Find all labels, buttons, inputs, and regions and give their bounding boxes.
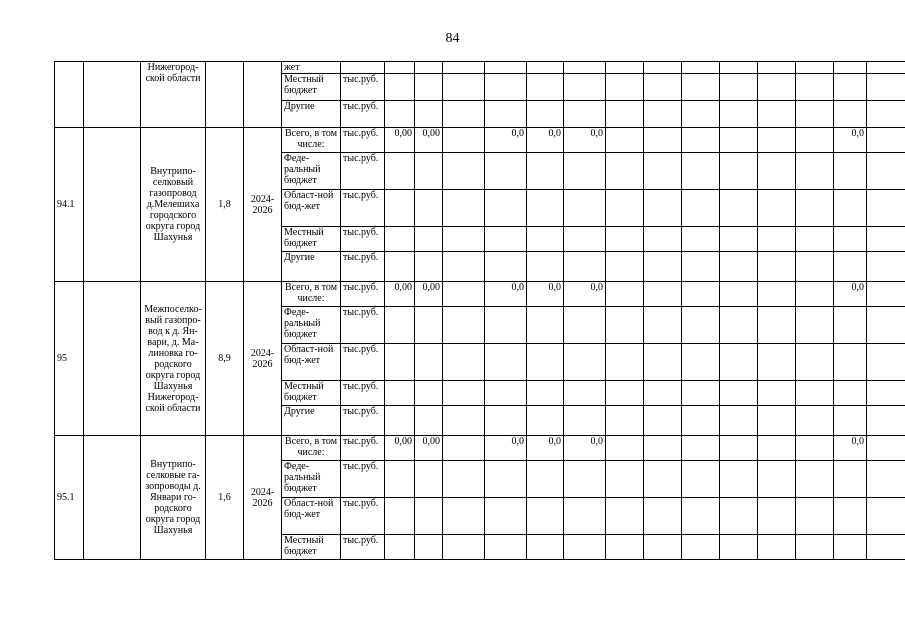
value-cell xyxy=(443,436,485,461)
funding-source: Другие xyxy=(282,101,341,128)
value-cell xyxy=(834,344,867,381)
value-cell xyxy=(720,62,758,74)
value-cell xyxy=(644,344,682,381)
value-cell xyxy=(867,282,905,307)
value-cell xyxy=(485,62,527,74)
value-cell xyxy=(527,252,564,282)
value-cell xyxy=(796,344,834,381)
value-cell: 0,00 xyxy=(385,436,415,461)
length-cell xyxy=(206,62,244,128)
value-cell xyxy=(867,406,905,436)
value-cell xyxy=(564,252,606,282)
period-cell: 2024-2026 xyxy=(244,128,282,282)
value-cell xyxy=(720,498,758,535)
value-cell xyxy=(443,128,485,153)
value-cell xyxy=(720,153,758,190)
value-cell: 0,00 xyxy=(415,282,443,307)
value-cell xyxy=(758,153,796,190)
value-cell xyxy=(796,282,834,307)
value-cell xyxy=(485,406,527,436)
value-cell xyxy=(644,307,682,344)
value-cell xyxy=(796,498,834,535)
value-cell xyxy=(834,153,867,190)
value-cell xyxy=(485,307,527,344)
value-cell xyxy=(720,381,758,406)
value-cell xyxy=(443,74,485,101)
value-cell xyxy=(867,190,905,227)
length-cell: 8,9 xyxy=(206,282,244,436)
value-cell xyxy=(834,535,867,560)
value-cell xyxy=(644,436,682,461)
value-cell xyxy=(796,190,834,227)
value-cell xyxy=(644,406,682,436)
value-cell xyxy=(682,227,720,252)
value-cell: 0,00 xyxy=(385,282,415,307)
value-cell xyxy=(415,252,443,282)
value-cell xyxy=(385,344,415,381)
value-cell xyxy=(385,101,415,128)
value-cell xyxy=(682,436,720,461)
value-cell xyxy=(606,128,644,153)
value-cell xyxy=(867,252,905,282)
value-cell xyxy=(796,153,834,190)
value-cell xyxy=(527,101,564,128)
investment-table xyxy=(54,61,905,560)
value-cell xyxy=(682,307,720,344)
value-cell xyxy=(796,252,834,282)
value-cell: 0,0 xyxy=(527,436,564,461)
value-cell xyxy=(796,461,834,498)
table-row xyxy=(55,436,905,461)
value-cell xyxy=(485,535,527,560)
value-cell: 0,0 xyxy=(834,128,867,153)
value-cell xyxy=(682,498,720,535)
value-cell xyxy=(720,190,758,227)
value-cell xyxy=(485,74,527,101)
value-cell xyxy=(682,344,720,381)
value-cell xyxy=(796,128,834,153)
value-cell xyxy=(443,252,485,282)
value-cell xyxy=(415,101,443,128)
value-cell xyxy=(644,101,682,128)
value-cell xyxy=(485,344,527,381)
value-cell xyxy=(834,101,867,128)
period-cell: 2024-2026 xyxy=(244,436,282,560)
value-cell xyxy=(606,252,644,282)
funding-source: Всего, в том числе: xyxy=(282,436,341,461)
value-cell xyxy=(644,128,682,153)
value-cell xyxy=(527,227,564,252)
value-cell xyxy=(758,307,796,344)
value-cell xyxy=(834,307,867,344)
funding-source: Феде-ральный бюджет xyxy=(282,153,341,190)
length-cell: 1,6 xyxy=(206,436,244,560)
value-cell xyxy=(606,282,644,307)
value-cell xyxy=(867,128,905,153)
value-cell xyxy=(834,227,867,252)
value-cell xyxy=(606,498,644,535)
value-cell xyxy=(443,153,485,190)
value-cell xyxy=(867,227,905,252)
value-cell xyxy=(720,282,758,307)
unit-cell: тыс.руб. xyxy=(341,74,385,101)
empty-cell xyxy=(84,436,141,560)
value-cell xyxy=(443,498,485,535)
value-cell xyxy=(606,461,644,498)
unit-cell: тыс.руб. xyxy=(341,128,385,153)
value-cell xyxy=(415,153,443,190)
value-cell: 0,0 xyxy=(485,128,527,153)
value-cell xyxy=(485,252,527,282)
value-cell xyxy=(720,535,758,560)
value-cell xyxy=(385,498,415,535)
value-cell xyxy=(796,101,834,128)
funding-source: Област-ной бюд-жет xyxy=(282,498,341,535)
value-cell xyxy=(415,307,443,344)
value-cell xyxy=(682,190,720,227)
row-number: 95.1 xyxy=(55,436,84,560)
value-cell xyxy=(720,344,758,381)
value-cell xyxy=(443,344,485,381)
value-cell xyxy=(385,406,415,436)
value-cell xyxy=(385,307,415,344)
funding-source: Другие xyxy=(282,252,341,282)
value-cell xyxy=(527,461,564,498)
value-cell xyxy=(485,381,527,406)
value-cell xyxy=(644,252,682,282)
value-cell xyxy=(682,535,720,560)
value-cell xyxy=(606,190,644,227)
value-cell xyxy=(443,62,485,74)
value-cell xyxy=(796,406,834,436)
value-cell xyxy=(606,436,644,461)
unit-cell: тыс.руб. xyxy=(341,153,385,190)
unit-cell: тыс.руб. xyxy=(341,282,385,307)
value-cell xyxy=(867,153,905,190)
unit-cell: тыс.руб. xyxy=(341,252,385,282)
table-row xyxy=(55,282,905,307)
value-cell xyxy=(867,436,905,461)
value-cell xyxy=(485,190,527,227)
value-cell xyxy=(644,227,682,252)
value-cell xyxy=(867,381,905,406)
unit-cell: тыс.руб. xyxy=(341,436,385,461)
row-number: 95 xyxy=(55,282,84,436)
value-cell xyxy=(606,406,644,436)
empty-cell xyxy=(84,128,141,282)
value-cell xyxy=(644,153,682,190)
value-cell: 0,00 xyxy=(415,436,443,461)
value-cell xyxy=(527,498,564,535)
value-cell xyxy=(564,406,606,436)
value-cell xyxy=(644,282,682,307)
value-cell xyxy=(758,74,796,101)
value-cell xyxy=(385,153,415,190)
value-cell xyxy=(682,153,720,190)
value-cell xyxy=(564,62,606,74)
value-cell xyxy=(682,252,720,282)
value-cell xyxy=(415,344,443,381)
value-cell xyxy=(485,461,527,498)
value-cell xyxy=(415,74,443,101)
value-cell xyxy=(758,282,796,307)
value-cell xyxy=(682,461,720,498)
value-cell xyxy=(644,461,682,498)
value-cell xyxy=(720,74,758,101)
value-cell xyxy=(867,535,905,560)
unit-cell: тыс.руб. xyxy=(341,498,385,535)
funding-source: Местный бюджет xyxy=(282,227,341,252)
value-cell xyxy=(606,62,644,74)
value-cell xyxy=(758,190,796,227)
value-cell xyxy=(385,227,415,252)
period-cell xyxy=(244,62,282,128)
value-cell xyxy=(606,101,644,128)
value-cell xyxy=(564,381,606,406)
funding-source: Област-ной бюд-жет xyxy=(282,344,341,381)
value-cell xyxy=(443,227,485,252)
value-cell xyxy=(834,62,867,74)
value-cell xyxy=(527,307,564,344)
value-cell xyxy=(485,101,527,128)
value-cell xyxy=(606,227,644,252)
value-cell: 0,0 xyxy=(564,282,606,307)
value-cell xyxy=(606,535,644,560)
unit-cell: тыс.руб. xyxy=(341,190,385,227)
value-cell xyxy=(443,190,485,227)
value-cell xyxy=(682,101,720,128)
value-cell xyxy=(796,227,834,252)
funding-source: Всего, в том числе: xyxy=(282,128,341,153)
value-cell xyxy=(758,498,796,535)
value-cell xyxy=(834,74,867,101)
table-row xyxy=(55,128,905,153)
value-cell xyxy=(385,535,415,560)
value-cell xyxy=(644,74,682,101)
value-cell xyxy=(758,344,796,381)
value-cell xyxy=(758,252,796,282)
value-cell: 0,0 xyxy=(527,128,564,153)
value-cell xyxy=(564,535,606,560)
value-cell xyxy=(415,461,443,498)
funding-source: Всего, в том числе: xyxy=(282,282,341,307)
value-cell: 0,00 xyxy=(385,128,415,153)
unit-cell xyxy=(341,62,385,74)
value-cell: 0,0 xyxy=(485,436,527,461)
empty-cell xyxy=(84,62,141,128)
value-cell xyxy=(527,62,564,74)
value-cell: 0,00 xyxy=(415,128,443,153)
value-cell xyxy=(485,153,527,190)
value-cell xyxy=(527,153,564,190)
value-cell xyxy=(564,74,606,101)
value-cell xyxy=(682,128,720,153)
row-number: 94.1 xyxy=(55,128,84,282)
value-cell xyxy=(834,381,867,406)
value-cell xyxy=(682,282,720,307)
value-cell xyxy=(606,307,644,344)
value-cell xyxy=(834,461,867,498)
empty-cell xyxy=(84,282,141,436)
value-cell xyxy=(527,381,564,406)
value-cell xyxy=(527,190,564,227)
value-cell xyxy=(867,307,905,344)
value-cell xyxy=(867,62,905,74)
value-cell xyxy=(720,307,758,344)
value-cell xyxy=(385,381,415,406)
value-cell: 0,0 xyxy=(834,282,867,307)
value-cell xyxy=(485,227,527,252)
value-cell xyxy=(564,498,606,535)
value-cell xyxy=(867,101,905,128)
funding-source: Местный бюджет xyxy=(282,381,341,406)
object-name: Межпоселко-вый газопро-вод к д. Ян-вари, д. Ма-линовка го-родского округа город Шахунья Нижегород-ской области xyxy=(141,282,206,436)
period-cell: 2024-2026 xyxy=(244,282,282,436)
value-cell xyxy=(564,461,606,498)
value-cell xyxy=(758,436,796,461)
value-cell xyxy=(867,74,905,101)
value-cell xyxy=(485,498,527,535)
value-cell xyxy=(834,498,867,535)
object-name: Внутрипо-селковые га-зопроводы д. Январи го-родского округа город Шахунья xyxy=(141,436,206,560)
unit-cell: тыс.руб. xyxy=(341,344,385,381)
value-cell xyxy=(443,535,485,560)
funding-source: Другие xyxy=(282,406,341,436)
value-cell xyxy=(867,461,905,498)
value-cell xyxy=(415,190,443,227)
unit-cell: тыс.руб. xyxy=(341,227,385,252)
value-cell xyxy=(720,227,758,252)
value-cell xyxy=(606,381,644,406)
funding-source: Местный бюджет xyxy=(282,74,341,101)
unit-cell: тыс.руб. xyxy=(341,307,385,344)
value-cell xyxy=(644,62,682,74)
value-cell xyxy=(758,227,796,252)
funding-source: Феде-ральный бюджет xyxy=(282,461,341,498)
unit-cell: тыс.руб. xyxy=(341,381,385,406)
value-cell xyxy=(682,406,720,436)
value-cell: 0,0 xyxy=(564,128,606,153)
value-cell xyxy=(682,74,720,101)
value-cell xyxy=(867,498,905,535)
value-cell xyxy=(415,498,443,535)
value-cell xyxy=(606,74,644,101)
value-cell xyxy=(644,381,682,406)
value-cell xyxy=(415,406,443,436)
value-cell xyxy=(527,344,564,381)
value-cell xyxy=(527,535,564,560)
page-number: 84 xyxy=(445,31,460,46)
value-cell xyxy=(644,190,682,227)
value-cell xyxy=(682,62,720,74)
value-cell xyxy=(564,153,606,190)
value-cell xyxy=(720,406,758,436)
length-cell: 1,8 xyxy=(206,128,244,282)
value-cell xyxy=(443,406,485,436)
value-cell xyxy=(758,535,796,560)
value-cell xyxy=(385,62,415,74)
value-cell xyxy=(682,381,720,406)
value-cell xyxy=(796,74,834,101)
value-cell xyxy=(564,190,606,227)
unit-cell: тыс.руб. xyxy=(341,461,385,498)
value-cell: 0,0 xyxy=(564,436,606,461)
value-cell xyxy=(796,436,834,461)
unit-cell: тыс.руб. xyxy=(341,535,385,560)
value-cell xyxy=(385,74,415,101)
funding-source: Феде-ральный бюджет xyxy=(282,307,341,344)
value-cell xyxy=(564,101,606,128)
value-cell xyxy=(564,344,606,381)
value-cell xyxy=(644,535,682,560)
funding-source: жет xyxy=(282,62,341,74)
funding-source: Местный бюджет xyxy=(282,535,341,560)
value-cell xyxy=(385,461,415,498)
value-cell xyxy=(796,535,834,560)
value-cell xyxy=(796,307,834,344)
value-cell xyxy=(527,406,564,436)
value-cell: 0,0 xyxy=(485,282,527,307)
number-cell xyxy=(55,62,84,128)
value-cell xyxy=(758,461,796,498)
value-cell xyxy=(720,101,758,128)
value-cell xyxy=(385,190,415,227)
value-cell: 0,0 xyxy=(527,282,564,307)
value-cell xyxy=(443,307,485,344)
value-cell xyxy=(443,381,485,406)
unit-cell: тыс.руб. xyxy=(341,406,385,436)
value-cell xyxy=(720,252,758,282)
value-cell xyxy=(527,74,564,101)
value-cell xyxy=(758,62,796,74)
value-cell xyxy=(443,282,485,307)
value-cell xyxy=(867,344,905,381)
value-cell xyxy=(720,128,758,153)
value-cell xyxy=(443,101,485,128)
value-cell xyxy=(415,381,443,406)
table-row xyxy=(55,62,905,74)
object-name: Нижегород-ской области xyxy=(141,62,206,128)
value-cell xyxy=(796,381,834,406)
value-cell xyxy=(796,62,834,74)
value-cell xyxy=(834,252,867,282)
value-cell xyxy=(758,128,796,153)
value-cell xyxy=(758,406,796,436)
value-cell xyxy=(644,498,682,535)
unit-cell: тыс.руб. xyxy=(341,101,385,128)
value-cell xyxy=(606,344,644,381)
value-cell xyxy=(564,307,606,344)
value-cell xyxy=(415,227,443,252)
value-cell xyxy=(606,153,644,190)
value-cell: 0,0 xyxy=(834,436,867,461)
value-cell xyxy=(834,190,867,227)
funding-source: Област-ной бюд-жет xyxy=(282,190,341,227)
value-cell xyxy=(415,535,443,560)
value-cell xyxy=(758,381,796,406)
value-cell xyxy=(385,252,415,282)
value-cell xyxy=(720,461,758,498)
value-cell xyxy=(564,227,606,252)
value-cell xyxy=(415,62,443,74)
value-cell xyxy=(720,436,758,461)
value-cell xyxy=(834,406,867,436)
value-cell xyxy=(758,101,796,128)
value-cell xyxy=(443,461,485,498)
object-name: Внутрипо-селковый газопровод д.Мелешиха городского округа город Шахунья xyxy=(141,128,206,282)
